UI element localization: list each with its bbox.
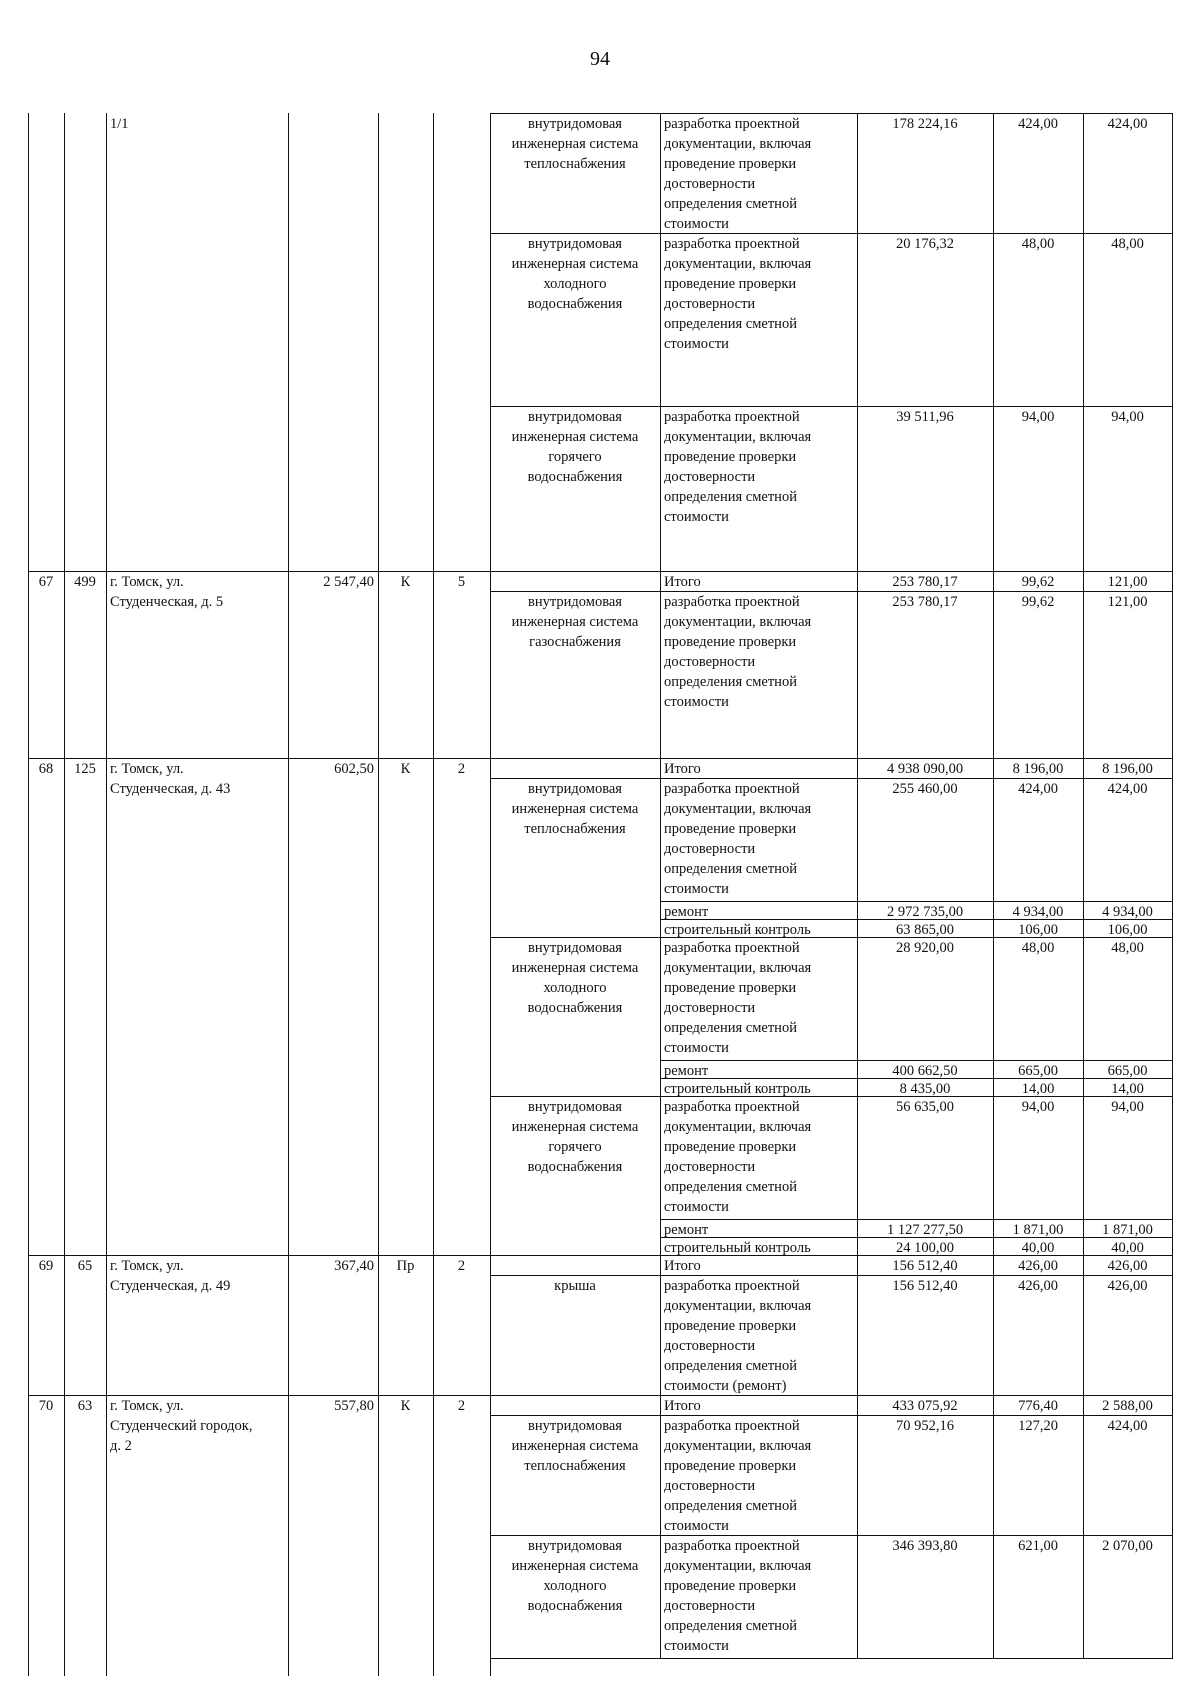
- work-unit-cost: 48,00: [1021, 940, 1055, 956]
- cell-border: [1172, 778, 1173, 937]
- house-address: 1/1: [110, 116, 129, 132]
- cell-border: [660, 406, 661, 571]
- work-max-cost: 424,00: [1107, 781, 1148, 797]
- house-area: 557,80: [334, 1398, 374, 1414]
- work-cost: 253 780,17: [892, 594, 958, 610]
- total-max-cost: 121,00: [1107, 574, 1148, 590]
- work-unit-cost: 127,20: [1018, 1418, 1058, 1434]
- work-cost: 70 952,16: [896, 1418, 954, 1434]
- cell-border: [993, 1395, 994, 1415]
- work-cost: 346 393,80: [892, 1538, 958, 1554]
- house-type: К: [400, 1398, 411, 1414]
- work-unit-cost: 40,00: [1021, 1240, 1055, 1255]
- cell-border: [660, 901, 661, 919]
- system-name: внутридомовая инженерная система теплоснабжения: [511, 116, 639, 172]
- work-cost: 56 635,00: [896, 1099, 954, 1115]
- house-address: г. Томск, ул. Студенческий городок, д. 2: [110, 1398, 253, 1454]
- cell-border: [993, 1096, 994, 1219]
- cell-border: [993, 1275, 994, 1395]
- cell-border: [857, 1275, 858, 1395]
- work-cost: 156 512,40: [892, 1278, 958, 1294]
- work-type: ремонт: [664, 1063, 709, 1078]
- cell-border: [1083, 233, 1084, 406]
- work-cost: 255 460,00: [892, 781, 958, 797]
- cell-border: [857, 1219, 858, 1237]
- column-border: [64, 113, 65, 1676]
- house-floors: 2: [457, 761, 466, 777]
- house-area: 602,50: [334, 761, 374, 777]
- work-cost: 1 127 277,50: [886, 1222, 964, 1237]
- column-border: [28, 113, 29, 1676]
- work-unit-cost: 48,00: [1021, 236, 1055, 252]
- system-name: внутридомовая инженерная система горячего водоснабжения: [511, 1099, 639, 1175]
- total-cost: 156 512,40: [892, 1258, 958, 1274]
- work-max-cost: 94,00: [1111, 1099, 1144, 1115]
- cell-border: [660, 778, 661, 901]
- cell-border: [1172, 1535, 1173, 1658]
- cell-border: [1083, 937, 1084, 1060]
- system-name: внутридомовая инженерная система газоснабжения: [511, 594, 639, 650]
- work-max-cost: 4 934,00: [1102, 904, 1153, 919]
- cell-border: [857, 1415, 858, 1535]
- cell-border: [993, 919, 994, 937]
- cell-border: [660, 937, 661, 1060]
- house-id: 125: [74, 761, 96, 777]
- work-max-cost: 106,00: [1107, 922, 1148, 937]
- cell-border: [857, 571, 858, 591]
- cell-border: [1172, 1255, 1173, 1275]
- house-area: 2 547,40: [323, 574, 374, 590]
- cell-border: [993, 1219, 994, 1237]
- total-unit-cost: 776,40: [1018, 1398, 1058, 1414]
- cell-border: [660, 113, 661, 233]
- cell-border: [490, 1395, 491, 1415]
- cell-border: [1083, 1415, 1084, 1535]
- cell-border: [993, 406, 994, 571]
- cell-border: [857, 233, 858, 406]
- row-number: 67: [38, 574, 54, 590]
- cell-border: [993, 1237, 994, 1255]
- cell-border: [490, 591, 491, 758]
- house-id: 63: [77, 1398, 93, 1414]
- work-max-cost: 426,00: [1107, 1278, 1148, 1294]
- cell-border: [660, 919, 661, 937]
- system-name: внутридомовая инженерная система горячего водоснабжения: [511, 409, 639, 485]
- total-unit-cost: 426,00: [1018, 1258, 1058, 1274]
- total-label: Итого: [664, 1398, 701, 1414]
- total-cost: 433 075,92: [892, 1398, 958, 1414]
- row-number: 68: [38, 761, 54, 777]
- house-area: [292, 114, 374, 133]
- system-name: внутридомовая инженерная система теплоснабжения: [511, 1418, 639, 1474]
- cell-border: [490, 1255, 491, 1275]
- work-cost: 20 176,32: [896, 236, 954, 252]
- cell-border: [660, 571, 661, 591]
- column-border: [288, 113, 289, 1676]
- work-type: разработка проектной документации, включая проведение проверки достоверности определения сметной стоимости: [664, 409, 812, 525]
- cell-border: [660, 591, 661, 758]
- cell-border: [490, 1096, 491, 1255]
- house-floors: 2: [457, 1258, 466, 1274]
- system-name: внутридомовая инженерная система холодного водоснабжения: [511, 236, 639, 312]
- cell-border: [1172, 937, 1173, 1096]
- work-cost: 178 224,16: [892, 116, 958, 132]
- total-label: Итого: [664, 1258, 701, 1274]
- work-type: строительный контроль: [664, 922, 811, 937]
- work-cost: 2 972 735,00: [886, 904, 964, 919]
- row-number: 69: [38, 1258, 54, 1274]
- work-max-cost: 424,00: [1107, 1418, 1148, 1434]
- cell-border: [993, 1535, 994, 1658]
- work-type: разработка проектной документации, включая проведение проверки достоверности определения сметной стоимости: [664, 781, 812, 897]
- work-unit-cost: 426,00: [1018, 1278, 1058, 1294]
- house-type: К: [400, 574, 411, 590]
- work-max-cost: 424,00: [1107, 116, 1148, 132]
- cell-border: [1083, 1219, 1084, 1237]
- cell-border: [660, 1415, 661, 1535]
- work-cost: 400 662,50: [892, 1063, 958, 1078]
- cell-border: [490, 406, 491, 571]
- work-unit-cost: 4 934,00: [1012, 904, 1064, 919]
- cell-border: [490, 1415, 491, 1535]
- cell-border: [1172, 591, 1173, 758]
- work-max-cost: 48,00: [1111, 236, 1144, 252]
- cell-border: [1083, 919, 1084, 937]
- cell-border: [660, 1237, 661, 1255]
- work-max-cost: 40,00: [1111, 1240, 1144, 1255]
- cell-border: [857, 901, 858, 919]
- cell-border: [1172, 233, 1173, 406]
- total-label: Итого: [664, 574, 701, 590]
- cell-border: [857, 591, 858, 758]
- work-type: ремонт: [664, 1222, 709, 1237]
- system-name: внутридомовая инженерная система теплоснабжения: [511, 781, 639, 837]
- cell-border: [660, 1395, 661, 1415]
- work-type: строительный контроль: [664, 1240, 811, 1255]
- cell-border: [1083, 901, 1084, 919]
- cell-border: [1172, 1096, 1173, 1255]
- total-cost: 253 780,17: [892, 574, 958, 590]
- work-max-cost: 94,00: [1111, 409, 1144, 425]
- cell-border: [490, 1535, 491, 1658]
- work-cost: 24 100,00: [896, 1240, 954, 1255]
- work-type: разработка проектной документации, включая проведение проверки достоверности определения сметной стоимости: [664, 594, 812, 710]
- cell-border: [857, 758, 858, 778]
- cell-border: [857, 1237, 858, 1255]
- house-type: Пр: [396, 1258, 415, 1274]
- document-table: [28, 113, 1164, 1676]
- cell-border: [993, 901, 994, 919]
- house-id: [68, 114, 102, 133]
- cell-border: [490, 937, 491, 1096]
- cell-border: [1172, 758, 1173, 778]
- cell-border: [660, 1219, 661, 1237]
- cell-border: [857, 113, 858, 233]
- cell-border: [490, 233, 491, 406]
- work-cost: 8 435,00: [899, 1081, 951, 1096]
- house-id: 65: [77, 1258, 93, 1274]
- column-border: [433, 113, 434, 1676]
- cell-border: [993, 571, 994, 591]
- house-address: г. Томск, ул. Студенческая, д. 49: [110, 1258, 231, 1294]
- work-type: ремонт: [664, 904, 709, 919]
- work-type: разработка проектной документации, включая проведение проверки достоверности определения сметной стоимости: [664, 116, 812, 232]
- work-max-cost: 48,00: [1111, 940, 1144, 956]
- work-unit-cost: 94,00: [1021, 1099, 1055, 1115]
- row-border: [490, 1658, 1173, 1659]
- work-unit-cost: 665,00: [1018, 1063, 1058, 1078]
- cell-border: [857, 1395, 858, 1415]
- cell-border: [1083, 1237, 1084, 1255]
- system-name: внутридомовая инженерная система холодного водоснабжения: [511, 1538, 639, 1614]
- work-max-cost: 121,00: [1107, 594, 1148, 610]
- work-max-cost: 1 871,00: [1102, 1222, 1153, 1237]
- cell-border: [1172, 406, 1173, 571]
- cell-border: [1083, 1535, 1084, 1658]
- work-unit-cost: 99,62: [1021, 594, 1055, 610]
- work-type: строительный контроль: [664, 1081, 811, 1096]
- work-type: разработка проектной документации, включая проведение проверки достоверности определения сметной стоимости: [664, 1538, 812, 1654]
- work-type: разработка проектной документации, включая проведение проверки достоверности определения сметной стоимости: [664, 1418, 812, 1534]
- work-max-cost: 665,00: [1107, 1063, 1148, 1078]
- cell-border: [660, 1255, 661, 1275]
- cell-border: [993, 937, 994, 1060]
- cell-border: [490, 113, 491, 233]
- work-unit-cost: 1 871,00: [1012, 1222, 1064, 1237]
- cell-border: [993, 1415, 994, 1535]
- cell-border: [1083, 1395, 1084, 1415]
- house-address: г. Томск, ул. Студенческая, д. 43: [110, 761, 231, 797]
- cell-border: [1172, 1275, 1173, 1395]
- cell-border: [1083, 113, 1084, 233]
- house-type: К: [400, 761, 411, 777]
- cell-border: [1083, 1096, 1084, 1219]
- cell-border: [1083, 1275, 1084, 1395]
- column-border: [378, 113, 379, 1676]
- work-unit-cost: 621,00: [1018, 1538, 1058, 1554]
- work-cost: 28 920,00: [896, 940, 954, 956]
- house-area: 367,40: [334, 1258, 374, 1274]
- total-unit-cost: 99,62: [1021, 574, 1055, 590]
- work-unit-cost: 424,00: [1018, 781, 1058, 797]
- cell-border: [993, 113, 994, 233]
- cell-border: [993, 233, 994, 406]
- row-number: 70: [38, 1398, 54, 1414]
- total-max-cost: 2 588,00: [1102, 1398, 1153, 1414]
- total-max-cost: 426,00: [1107, 1258, 1148, 1274]
- cell-border: [1083, 406, 1084, 571]
- cell-border: [1083, 778, 1084, 901]
- cell-border: [1172, 571, 1173, 591]
- work-cost: 63 865,00: [896, 922, 954, 937]
- work-type: разработка проектной документации, включая проведение проверки достоверности определения сметной стоимости: [664, 940, 812, 1056]
- house-type: [382, 114, 429, 133]
- cell-border: [857, 937, 858, 1060]
- cell-border: [1083, 571, 1084, 591]
- total-cost: 4 938 090,00: [886, 761, 964, 777]
- cell-border: [857, 1078, 858, 1096]
- cell-border: [857, 1096, 858, 1219]
- house-floors: 2: [457, 1398, 466, 1414]
- cell-border: [660, 233, 661, 406]
- cell-border: [857, 919, 858, 937]
- cell-border: [1172, 1395, 1173, 1415]
- cell-border: [660, 1275, 661, 1395]
- cell-border: [1172, 1415, 1173, 1535]
- cell-border: [857, 1535, 858, 1658]
- work-cost: 39 511,96: [896, 409, 954, 425]
- work-unit-cost: 424,00: [1018, 116, 1058, 132]
- total-max-cost: 8 196,00: [1102, 761, 1153, 777]
- cell-border: [660, 1535, 661, 1658]
- work-max-cost: 14,00: [1111, 1081, 1144, 1096]
- work-max-cost: 2 070,00: [1102, 1538, 1153, 1554]
- cell-border: [660, 1096, 661, 1219]
- work-type: разработка проектной документации, включая проведение проверки достоверности определения сметной стоимости: [664, 1099, 812, 1215]
- cell-border: [1083, 1255, 1084, 1275]
- cell-border: [490, 571, 491, 591]
- column-border: [106, 113, 107, 1676]
- cell-border: [857, 406, 858, 571]
- cell-border: [993, 758, 994, 778]
- house-floors: [437, 114, 486, 133]
- cell-border: [660, 1078, 661, 1096]
- cell-border: [993, 1078, 994, 1096]
- cell-border: [993, 1255, 994, 1275]
- cell-border: [993, 591, 994, 758]
- cell-border: [660, 1060, 661, 1078]
- system-name: крыша: [554, 1278, 596, 1294]
- cell-border: [490, 1275, 491, 1395]
- cell-border: [1083, 758, 1084, 778]
- house-floors: 5: [457, 574, 466, 590]
- cell-border: [1083, 1078, 1084, 1096]
- cell-border: [857, 1060, 858, 1078]
- work-type: разработка проектной документации, включая проведение проверки достоверности определения сметной стоимости (ремонт): [664, 1278, 812, 1394]
- cell-border: [490, 778, 491, 937]
- work-unit-cost: 106,00: [1018, 922, 1058, 937]
- cell-border: [490, 758, 491, 778]
- total-unit-cost: 8 196,00: [1012, 761, 1064, 777]
- work-type: разработка проектной документации, включая проведение проверки достоверности определения сметной стоимости: [664, 236, 812, 352]
- total-label: Итого: [664, 761, 701, 777]
- cell-border: [993, 778, 994, 901]
- cell-border: [993, 1060, 994, 1078]
- system-name: внутридомовая инженерная система холодного водоснабжения: [511, 940, 639, 1016]
- cell-border: [1083, 1060, 1084, 1078]
- house-id: 499: [74, 574, 96, 590]
- house-address: г. Томск, ул. Студенческая, д. 5: [110, 574, 224, 610]
- cell-border: [857, 778, 858, 901]
- cell-border: [1172, 113, 1173, 233]
- cell-border: [857, 1255, 858, 1275]
- row-number: [32, 114, 60, 133]
- cell-border: [1083, 591, 1084, 758]
- page-number: 94: [590, 48, 610, 70]
- work-unit-cost: 14,00: [1021, 1081, 1055, 1096]
- cell-border: [660, 758, 661, 778]
- work-unit-cost: 94,00: [1021, 409, 1055, 425]
